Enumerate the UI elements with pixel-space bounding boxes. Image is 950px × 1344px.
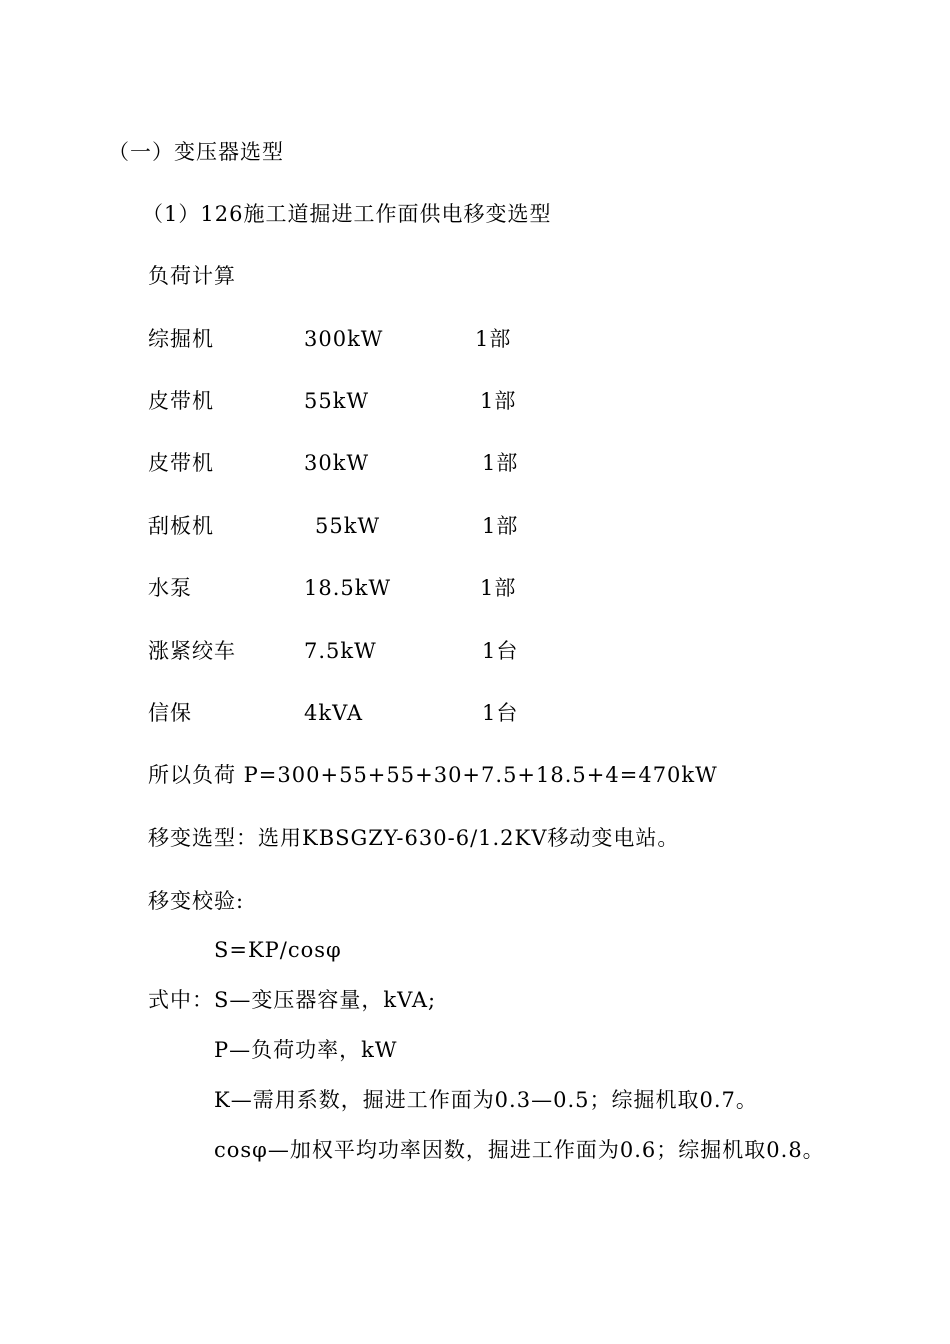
definition-cos-phi: cosφ—加权平均功率因数，掘进工作面为0.6；综掘机取0.8。	[214, 1138, 825, 1162]
equipment-power: 4kVA	[304, 701, 363, 725]
load-calc-label: 负荷计算	[148, 264, 236, 288]
equipment-power: 55kW	[315, 514, 381, 538]
equipment-name: 信保	[148, 701, 192, 725]
verification-label: 移变校验:	[148, 889, 245, 913]
equipment-name: 涨紧绞车	[148, 639, 236, 663]
selection-line: 移变选型：选用KBSGZY-630-6/1.2KV移动变电站。	[148, 826, 680, 850]
equipment-name: 皮带机	[148, 389, 214, 413]
equipment-name: 综掘机	[148, 327, 214, 351]
equipment-power: 300kW	[304, 327, 384, 351]
equipment-qty: 1部	[482, 451, 519, 475]
equipment-power: 55kW	[304, 389, 370, 413]
total-load-line: 所以负荷 P=300+55+55+30+7.5+18.5+4=470kW	[148, 763, 718, 787]
equipment-name: 刮板机	[148, 514, 214, 538]
equipment-qty: 1部	[480, 389, 517, 413]
equipment-name: 皮带机	[148, 451, 214, 475]
equipment-qty: 1部	[480, 576, 517, 600]
section-heading: （一）变压器选型	[108, 140, 284, 164]
formula: S=KP/cosφ	[214, 938, 342, 962]
equipment-power: 18.5kW	[304, 576, 392, 600]
definition-k: K—需用系数，掘进工作面为0.3—0.5；综掘机取0.7。	[214, 1088, 758, 1112]
equipment-name: 水泵	[148, 576, 192, 600]
definition-p: P—负荷功率，kW	[214, 1038, 398, 1062]
equipment-qty: 1部	[475, 327, 512, 351]
equipment-qty: 1台	[482, 701, 519, 725]
equipment-qty: 1部	[482, 514, 519, 538]
equipment-power: 30kW	[304, 451, 370, 475]
subsection-heading: （1）126施工道掘进工作面供电移变选型	[142, 202, 552, 226]
equipment-power: 7.5kW	[304, 639, 377, 663]
definition-s: 式中：S—变压器容量，kVA;	[148, 988, 437, 1012]
equipment-qty: 1台	[482, 639, 519, 663]
